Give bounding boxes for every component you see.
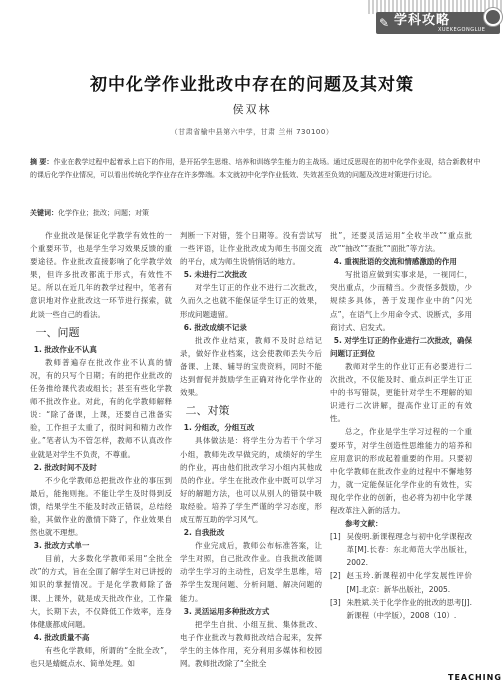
book-icon: ✎ xyxy=(379,16,390,30)
paragraph: 不少化学教师总把批改作业的事压到最后，能拖则拖。不能让学生及时得到反馈，结果学生不能及时改正错误，总结经验，其做作业的激情下降了，作业效果自然也就不理想。 xyxy=(30,475,172,538)
abstract xyxy=(30,156,485,182)
reference-item: [1] 吴俊明.新课程理念与初中化学课程改革[M].长春：东北师范大学出版社，2002. xyxy=(330,532,472,568)
intro-paragraph: 作业批改是保证化学教学有效性的一个重要环节，也是学生学习效果反馈的重要途径。作业批改直接影响了化学教学效果，但许多批改都流于形式，有效性不足。所以在近几年的教学过程中，笔者有意识地对作业批改这一环节进行探索，就此谈一些自己的看法。 xyxy=(30,231,172,319)
subheading: 1. 分组改，分组互改 xyxy=(183,423,255,433)
subheading: 2. 批改时间不及时 xyxy=(33,462,97,472)
section-heading-solutions: 二、对策 xyxy=(185,404,230,418)
subheading: 3. 灵活运用多种批改方式 xyxy=(183,606,270,616)
paragraph: 判断一下对错，签个日期等。没有尝试写一些评语，让作业批改成为师生书面交流的平台，成为师生说悄悄话的地方。 xyxy=(180,231,322,267)
paragraph: 具体做法是：将学生分为若干个学习小组，教师先改早做完的，成绩好的学生的作业，再由他们批改学习小组内其他成员的作业。学生在批改作业中既可以学习好的解题方法，也可以从别人的错误中吸取经验。培养了学生严谨的学习态度，形成互帮互助的学习风气。 xyxy=(180,436,322,524)
paragraph: 批改作业结束，教师不及时总结记录，做好作业档案，这会使教师丢失今后备课、上课、辅导的宝贵资料，同时不能达到督促并鼓励学生正确对待化学作业的效果。 xyxy=(180,335,322,398)
subheading: 3. 批改方式单一 xyxy=(33,541,90,551)
subheading: 4. 重视批语的交流和情感激励的作用 xyxy=(333,257,457,267)
paragraph: 目前，大多数化学教师采用“全批全改”的方式，旨在全面了解学生对已讲授的知识的掌握情况。于是化学教师除了备课、上课外，就是成天批改作业，工作量大，长期下去，不仅降低工作效率，连身体健康都成问题。 xyxy=(30,554,172,629)
conclusion-paragraph: 总之，作业是学生学习过程的一个重要环节，对学生创造性思维能力的培养和应用意识的形成起着重要的作用。只要初中化学教师在批改作业的过程中不懈地努力，就一定能保证化学作业的有效性，实现化学作业的创新，也必将为初中化学课程改革注入新的活力。 xyxy=(330,427,472,515)
column-3 xyxy=(330,229,472,622)
reference-item: [2] 赵玉玲.新课程初中化学发展性评价[M].北京：新华出版社，2005. xyxy=(330,571,472,594)
column-subtitle: XUEKEGONGLUE xyxy=(438,27,486,33)
column-title: 学科攻略 xyxy=(394,13,451,28)
paragraph: 有些化学教师，所谓的“全批全改”，也只是蜻蜓点水、简单处理。如 xyxy=(30,645,172,668)
subheading: 6. 批改成绩不记录 xyxy=(183,322,247,332)
paragraph: 教师对学生的作业订正有必要进行二次批改，不仅能及时、重点纠正学生订正中的书写错误，更能针对学生不理解的知识进行二次讲解，提高作业订正的有效性。 xyxy=(330,361,472,424)
abstract-text: 作业在教学过程中起着承上启下的作用，是开拓学生思维、培养和训练学生能力的主战场。通过反思现在的初中化学作业现，结合新教材中的课后化学作业情况，可以看出传统化学作业存在许多弊端。本文就初中化学作业低效、失效甚至负效的问题及改进对策进行讨论。 xyxy=(30,158,481,179)
paragraph: 对学生订正的作业不进行二次批改，久而久之也就不能保证学生订正的效果，形成问题遗留。 xyxy=(180,283,322,319)
reference-item: [3] 朱胜斌.关于化学作业的批改的思考[J].新课程（中学版），2008（10）. xyxy=(330,597,472,620)
paragraph: 把学生自批、小组互批、集体批改、电子作业批改与教师批改结合起来，发挥学生的主体作用，充分利用多媒体和校园网。教师批改除了“全批全 xyxy=(180,619,322,668)
article-title: 初中化学作业批改中存在的问题及其对策 xyxy=(90,75,414,95)
subheading: 1. 批改作业不认真 xyxy=(33,344,97,354)
paragraph: 教师普遍存在批改作业不认真的情况，有的只写个日期；有的把作业批改的任务推给课代表或组长；甚至有些化学教师不批改作业。对此，有的化学教师解释说：“除了备课，上课，还要自己准备实验，工作担子太重了，很时间和精力改作业。”笔者认为不管怎样，教师不认真改作业就是对学生不负责，不尊重。 xyxy=(30,357,172,459)
paragraph: 作业完成后，教师公布标准答案，让学生对照，自己批改作业。自我批改能调动学生学习的主动性，启发学生思维，培养学生发现问题、分析问题、解决问题的能力。 xyxy=(180,541,322,603)
section-heading-problems: 一、问题 xyxy=(35,325,80,339)
subheading: 4. 批改质量不高 xyxy=(33,632,90,642)
column-header-tab xyxy=(376,12,500,34)
subheading: 5. 对学生订正的作业进行二次批改，确保问题订正到位 xyxy=(330,335,472,358)
column-2 xyxy=(180,229,322,670)
keywords xyxy=(30,208,485,218)
abstract-label: 摘 要： xyxy=(30,158,54,166)
paragraph: 批”，还要灵活运用“全收半改”“重点批改”“抽改”“查批”“面批”等方法。 xyxy=(330,231,472,254)
footer-logo: TEACHING xyxy=(448,673,502,682)
keywords-label: 关键词： xyxy=(30,209,58,217)
author-affiliation: （甘肃省榆中县第六中学，甘肃 兰州 730100） xyxy=(170,128,334,136)
subheading: 2. 自我批改 xyxy=(183,528,225,538)
author-name: 侯双林 xyxy=(232,103,272,116)
keywords-text: 化学作业；批改；问题；对策 xyxy=(58,209,149,217)
emblem-icon xyxy=(484,8,502,26)
references-heading: 参考文献： xyxy=(345,519,383,529)
column-1 xyxy=(30,229,172,670)
paragraph: 写批语应做到实事求是，一视同仁，突出重点，少而精当。少责怪多鼓励，少规续多具体，善于发现作业中的“闪光点”，在语气上少用命令式、说断式，多用商讨式、启发式。 xyxy=(330,270,472,332)
subheading: 5. 未进行二次批改 xyxy=(183,270,247,280)
